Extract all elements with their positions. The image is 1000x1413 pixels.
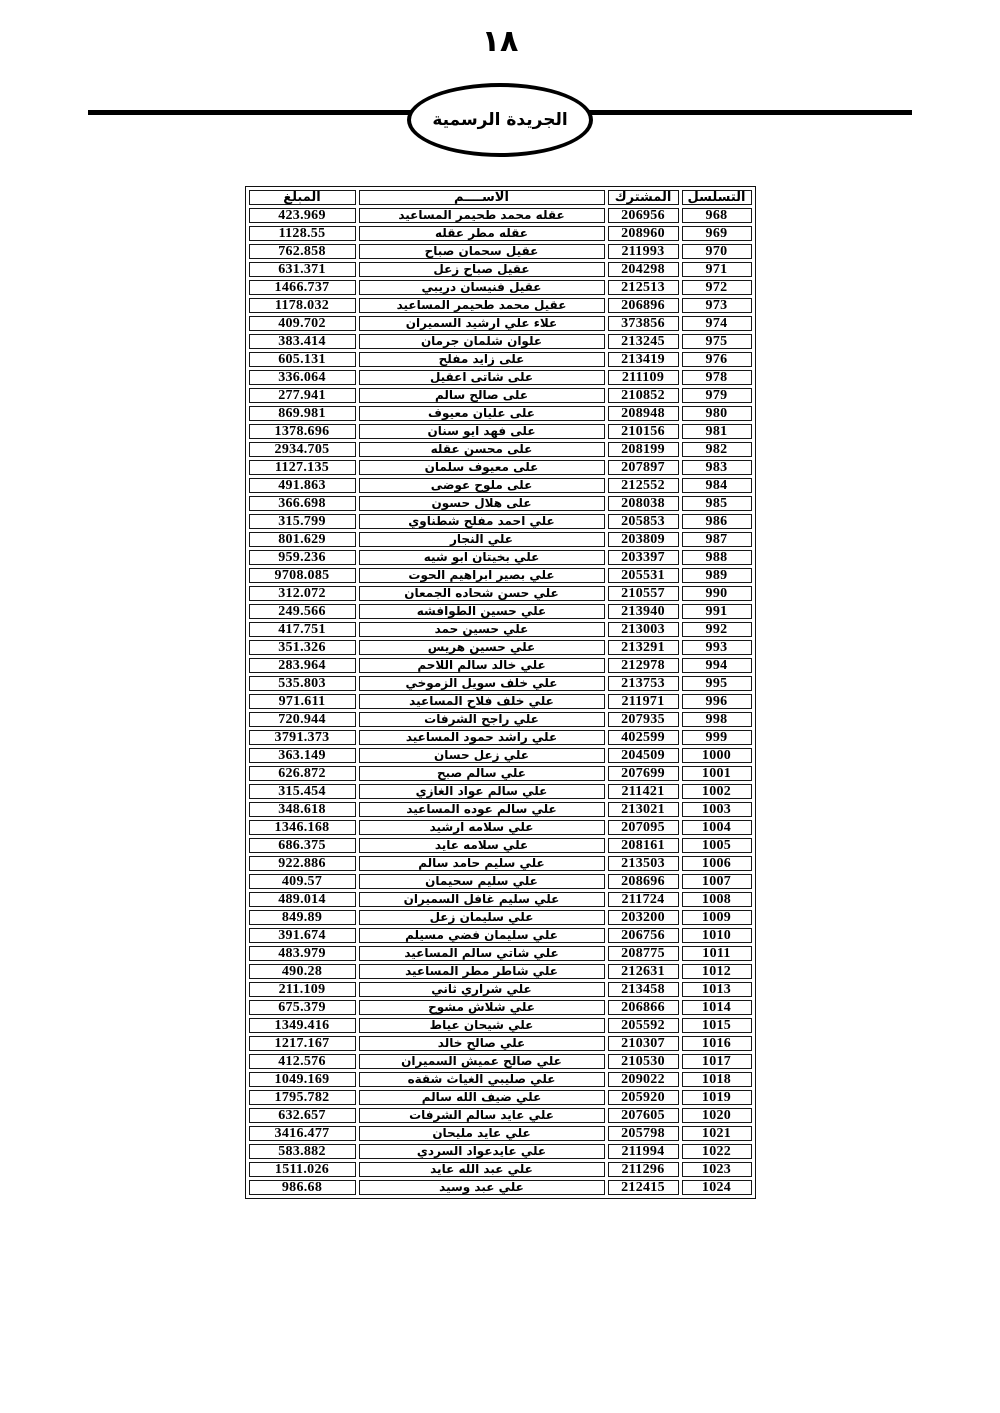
table-row — [249, 316, 752, 331]
amount-cell: 535.803 — [249, 676, 356, 691]
table-row — [249, 820, 752, 835]
serial-cell: 993 — [682, 640, 752, 655]
subscriber-cell: 203809 — [608, 532, 679, 547]
name-cell: علي خالد سالم اللاحم — [359, 658, 605, 673]
serial-cell: 969 — [682, 226, 752, 241]
amount-cell: 211.109 — [249, 982, 356, 997]
name-cell: على فهد ايو سنان — [359, 424, 605, 439]
subscriber-column-header: المشترك — [608, 190, 679, 205]
serial-cell: 1011 — [682, 946, 752, 961]
table-row — [249, 874, 752, 889]
amount-cell: 605.131 — [249, 352, 356, 367]
table-row — [249, 406, 752, 421]
name-cell: علي سليمان زعل — [359, 910, 605, 925]
name-cell: علي حسين الطوافشه — [359, 604, 605, 619]
amount-cell: 1466.737 — [249, 280, 356, 295]
amount-cell: 412.576 — [249, 1054, 356, 1069]
serial-cell: 1024 — [682, 1180, 752, 1195]
subscriber-cell: 207699 — [608, 766, 679, 781]
table-row — [249, 586, 752, 601]
amount-cell: 1795.782 — [249, 1090, 356, 1105]
table-row — [249, 1018, 752, 1033]
subscriber-cell: 212552 — [608, 478, 679, 493]
amount-cell: 922.886 — [249, 856, 356, 871]
amount-column-header: المبلغ — [249, 190, 356, 205]
table-row — [249, 1054, 752, 1069]
amount-cell: 1049.169 — [249, 1072, 356, 1087]
serial-cell: 974 — [682, 316, 752, 331]
subscriber-cell: 211993 — [608, 244, 679, 259]
table-row — [249, 262, 752, 277]
amount-cell: 986.68 — [249, 1180, 356, 1195]
serial-cell: 1007 — [682, 874, 752, 889]
serial-cell: 1017 — [682, 1054, 752, 1069]
name-cell: علي ضيف الله سالم — [359, 1090, 605, 1105]
amount-cell: 3416.477 — [249, 1126, 356, 1141]
name-cell: علي صليبي الغياث شقةه — [359, 1072, 605, 1087]
table-row — [249, 1000, 752, 1015]
serial-cell: 1008 — [682, 892, 752, 907]
serial-cell: 1015 — [682, 1018, 752, 1033]
serial-cell: 987 — [682, 532, 752, 547]
subscriber-cell: 209022 — [608, 1072, 679, 1087]
name-cell: على صالح سالم — [359, 388, 605, 403]
table-row — [249, 964, 752, 979]
subscriber-cell: 211421 — [608, 784, 679, 799]
amount-cell: 1349.416 — [249, 1018, 356, 1033]
serial-cell: 968 — [682, 208, 752, 223]
name-cell: علي احمد مفلح شطناوي — [359, 514, 605, 529]
amount-cell: 971.611 — [249, 694, 356, 709]
table-row — [249, 694, 752, 709]
amount-cell: 348.618 — [249, 802, 356, 817]
amount-cell: 277.941 — [249, 388, 356, 403]
serial-column-header: التسلسل — [682, 190, 752, 205]
serial-cell: 1014 — [682, 1000, 752, 1015]
table-row — [249, 604, 752, 619]
serial-cell: 985 — [682, 496, 752, 511]
amount-cell: 869.981 — [249, 406, 356, 421]
serial-cell: 999 — [682, 730, 752, 745]
subscriber-cell: 207095 — [608, 820, 679, 835]
serial-cell: 1016 — [682, 1036, 752, 1051]
serial-cell: 972 — [682, 280, 752, 295]
serial-cell: 982 — [682, 442, 752, 457]
table-row — [249, 676, 752, 691]
amount-cell: 2934.705 — [249, 442, 356, 457]
name-cell: عقيل فنيسان دريبي — [359, 280, 605, 295]
serial-cell: 1010 — [682, 928, 752, 943]
serial-cell: 981 — [682, 424, 752, 439]
serial-cell: 975 — [682, 334, 752, 349]
subscriber-cell: 204298 — [608, 262, 679, 277]
serial-cell: 984 — [682, 478, 752, 493]
name-cell: علي راشد حمود المساعيد — [359, 730, 605, 745]
name-cell: عقله محمد طحيمر المساعيد — [359, 208, 605, 223]
amount-cell: 483.979 — [249, 946, 356, 961]
name-cell: على ملوح عوضى — [359, 478, 605, 493]
serial-cell: 998 — [682, 712, 752, 727]
table-row — [249, 424, 752, 439]
name-cell: علي سليمان فضي مسيلم — [359, 928, 605, 943]
serial-cell: 988 — [682, 550, 752, 565]
name-cell: على هلال حسون — [359, 496, 605, 511]
name-cell: علي سلامه ارشيد — [359, 820, 605, 835]
subscriber-cell: 210307 — [608, 1036, 679, 1051]
name-cell: علي النجار — [359, 532, 605, 547]
serial-cell: 986 — [682, 514, 752, 529]
amount-cell: 491.863 — [249, 478, 356, 493]
name-cell: على عليان معيوف — [359, 406, 605, 421]
subscriber-cell: 211971 — [608, 694, 679, 709]
name-cell: علي حسين حمد — [359, 622, 605, 637]
amount-cell: 1128.55 — [249, 226, 356, 241]
name-cell: علي شراري ثاني — [359, 982, 605, 997]
serial-cell: 994 — [682, 658, 752, 673]
amount-cell: 801.629 — [249, 532, 356, 547]
table-row — [249, 1144, 752, 1159]
subscriber-cell: 208038 — [608, 496, 679, 511]
subscriber-cell: 213419 — [608, 352, 679, 367]
name-cell: علي عايد مليحان — [359, 1126, 605, 1141]
subscriber-cell: 210557 — [608, 586, 679, 601]
subscriber-cell: 208775 — [608, 946, 679, 961]
table-row — [249, 622, 752, 637]
table-row — [249, 658, 752, 673]
subscriber-cell: 208948 — [608, 406, 679, 421]
serial-cell: 973 — [682, 298, 752, 313]
serial-cell: 1019 — [682, 1090, 752, 1105]
amount-cell: 675.379 — [249, 1000, 356, 1015]
amount-cell: 315.799 — [249, 514, 356, 529]
subscriber-cell: 208199 — [608, 442, 679, 457]
amount-cell: 409.702 — [249, 316, 356, 331]
table-row — [249, 334, 752, 349]
table-header-row — [249, 190, 752, 205]
name-column-header: الاســــم — [359, 190, 605, 205]
subscriber-cell: 211994 — [608, 1144, 679, 1159]
serial-cell: 1000 — [682, 748, 752, 763]
serial-cell: 1006 — [682, 856, 752, 871]
name-cell: على زايد مفلح — [359, 352, 605, 367]
serial-cell: 996 — [682, 694, 752, 709]
name-cell: علي بصير ابراهيم الحوت — [359, 568, 605, 583]
table-row — [249, 946, 752, 961]
amount-cell: 1378.696 — [249, 424, 356, 439]
amount-cell: 1511.026 — [249, 1162, 356, 1177]
serial-cell: 995 — [682, 676, 752, 691]
amount-cell: 849.89 — [249, 910, 356, 925]
amount-cell: 366.698 — [249, 496, 356, 511]
subscriber-cell: 402599 — [608, 730, 679, 745]
subscriber-cell: 212631 — [608, 964, 679, 979]
subscriber-cell: 213940 — [608, 604, 679, 619]
table-row — [249, 856, 752, 871]
serial-cell: 1020 — [682, 1108, 752, 1123]
name-cell: علي سليم حامد سالم — [359, 856, 605, 871]
name-cell: على شاتى اعقيل — [359, 370, 605, 385]
serial-cell: 979 — [682, 388, 752, 403]
name-cell: علي خلف سويل الزموخي — [359, 676, 605, 691]
name-cell: على معيوف سلمان — [359, 460, 605, 475]
subscriber-cell: 208696 — [608, 874, 679, 889]
table-row — [249, 1126, 752, 1141]
subscriber-cell: 212415 — [608, 1180, 679, 1195]
name-cell: علي راجح الشرفات — [359, 712, 605, 727]
serial-cell: 976 — [682, 352, 752, 367]
amount-cell: 417.751 — [249, 622, 356, 637]
name-cell: علي شيحان عياط — [359, 1018, 605, 1033]
serial-cell: 1001 — [682, 766, 752, 781]
name-cell: علي حسن شحاده الجمعان — [359, 586, 605, 601]
name-cell: علي شاطر مطر المساعيد — [359, 964, 605, 979]
amount-cell: 391.674 — [249, 928, 356, 943]
table-row — [249, 478, 752, 493]
subscriber-cell: 205531 — [608, 568, 679, 583]
name-cell: عقيل سحمان صباح — [359, 244, 605, 259]
subscriber-cell: 213021 — [608, 802, 679, 817]
amount-cell: 762.858 — [249, 244, 356, 259]
table-row — [249, 244, 752, 259]
amount-cell: 351.326 — [249, 640, 356, 655]
serial-cell: 983 — [682, 460, 752, 475]
amount-cell: 1178.032 — [249, 298, 356, 313]
table-row — [249, 388, 752, 403]
serial-cell: 1018 — [682, 1072, 752, 1087]
name-cell: علاء علي ارشيد السميران — [359, 316, 605, 331]
amount-cell: 490.28 — [249, 964, 356, 979]
records-table — [245, 186, 756, 1199]
table-row — [249, 1036, 752, 1051]
table-row — [249, 802, 752, 817]
amount-cell: 9708.085 — [249, 568, 356, 583]
serial-cell: 1005 — [682, 838, 752, 853]
name-cell: على محسن عقله — [359, 442, 605, 457]
serial-cell: 980 — [682, 406, 752, 421]
table-row — [249, 460, 752, 475]
subscriber-cell: 373856 — [608, 316, 679, 331]
subscriber-cell: 205592 — [608, 1018, 679, 1033]
name-cell: علي سليم غافل السميران — [359, 892, 605, 907]
subscriber-cell: 205853 — [608, 514, 679, 529]
amount-cell: 423.969 — [249, 208, 356, 223]
amount-cell: 632.657 — [249, 1108, 356, 1123]
name-cell: علي عبد الله عايد — [359, 1162, 605, 1177]
subscriber-cell: 203200 — [608, 910, 679, 925]
serial-cell: 991 — [682, 604, 752, 619]
name-cell: علي سالم عوده المساعيد — [359, 802, 605, 817]
name-cell: علي شلاش مشوح — [359, 1000, 605, 1015]
name-cell: علي صالح خالد — [359, 1036, 605, 1051]
amount-cell: 1127.135 — [249, 460, 356, 475]
table-row — [249, 766, 752, 781]
subscriber-cell: 211296 — [608, 1162, 679, 1177]
table-row — [249, 1108, 752, 1123]
subscriber-cell: 210156 — [608, 424, 679, 439]
serial-cell: 992 — [682, 622, 752, 637]
name-cell: علي زعل حسان — [359, 748, 605, 763]
subscriber-cell: 213291 — [608, 640, 679, 655]
subscriber-cell: 213245 — [608, 334, 679, 349]
table-row — [249, 910, 752, 925]
records-table-container — [0, 186, 1000, 1199]
table-row — [249, 370, 752, 385]
serial-cell: 1022 — [682, 1144, 752, 1159]
name-cell: علي سالم عواد الغازي — [359, 784, 605, 799]
amount-cell: 720.944 — [249, 712, 356, 727]
gazette-seal-ellipse — [407, 83, 593, 157]
serial-cell: 1021 — [682, 1126, 752, 1141]
subscriber-cell: 205920 — [608, 1090, 679, 1105]
amount-cell: 1346.168 — [249, 820, 356, 835]
name-cell: علوان شلمان جرمان — [359, 334, 605, 349]
table-row — [249, 352, 752, 367]
serial-cell: 990 — [682, 586, 752, 601]
subscriber-cell: 213458 — [608, 982, 679, 997]
amount-cell: 1217.167 — [249, 1036, 356, 1051]
subscriber-cell: 213503 — [608, 856, 679, 871]
subscriber-cell: 211109 — [608, 370, 679, 385]
amount-cell: 3791.373 — [249, 730, 356, 745]
page-number: ١٨ — [481, 24, 519, 59]
name-cell: عقيل محمد طحيمر المساعيد — [359, 298, 605, 313]
subscriber-cell: 211724 — [608, 892, 679, 907]
subscriber-cell: 208161 — [608, 838, 679, 853]
subscriber-cell: 206866 — [608, 1000, 679, 1015]
subscriber-cell: 210530 — [608, 1054, 679, 1069]
subscriber-cell: 205798 — [608, 1126, 679, 1141]
name-cell: علي عايدعواد السردي — [359, 1144, 605, 1159]
name-cell: علي سليم سحيمان — [359, 874, 605, 889]
subscriber-cell: 204509 — [608, 748, 679, 763]
name-cell: علي شاتي سالم المساعيد — [359, 946, 605, 961]
subscriber-cell: 213753 — [608, 676, 679, 691]
subscriber-cell: 207935 — [608, 712, 679, 727]
serial-cell: 978 — [682, 370, 752, 385]
name-cell: علي بخيتان ابو شيه — [359, 550, 605, 565]
table-body — [249, 208, 752, 1195]
table-row — [249, 712, 752, 727]
name-cell: علي صالح عميش السميران — [359, 1054, 605, 1069]
name-cell: علي سلامه عايد — [359, 838, 605, 853]
table-row — [249, 532, 752, 547]
table-row — [249, 784, 752, 799]
amount-cell: 249.566 — [249, 604, 356, 619]
table-row — [249, 298, 752, 313]
serial-cell: 1012 — [682, 964, 752, 979]
serial-cell: 1023 — [682, 1162, 752, 1177]
table-row — [249, 982, 752, 997]
name-cell: عقيل صباح زعل — [359, 262, 605, 277]
amount-cell: 336.064 — [249, 370, 356, 385]
serial-cell: 971 — [682, 262, 752, 277]
amount-cell: 686.375 — [249, 838, 356, 853]
subscriber-cell: 206956 — [608, 208, 679, 223]
name-cell: علي سالم صبح — [359, 766, 605, 781]
table-row — [249, 640, 752, 655]
amount-cell: 363.149 — [249, 748, 356, 763]
table-row — [249, 928, 752, 943]
amount-cell: 383.414 — [249, 334, 356, 349]
table-row — [249, 568, 752, 583]
name-cell: علي حسين هريس — [359, 640, 605, 655]
serial-cell: 989 — [682, 568, 752, 583]
amount-cell: 626.872 — [249, 766, 356, 781]
gazette-title: الجريدة الرسمية — [432, 110, 568, 130]
serial-cell: 1009 — [682, 910, 752, 925]
table-row — [249, 514, 752, 529]
subscriber-cell: 212978 — [608, 658, 679, 673]
name-cell: علي عايد سالم الشرفات — [359, 1108, 605, 1123]
subscriber-cell: 207605 — [608, 1108, 679, 1123]
serial-cell: 1004 — [682, 820, 752, 835]
subscriber-cell: 206756 — [608, 928, 679, 943]
table-row — [249, 208, 752, 223]
name-cell: علي عبد وسيد — [359, 1180, 605, 1195]
table-row — [249, 1072, 752, 1087]
table-row — [249, 838, 752, 853]
table-row — [249, 550, 752, 565]
name-cell: عقله مطر عقله — [359, 226, 605, 241]
amount-cell: 631.371 — [249, 262, 356, 277]
subscriber-cell: 207897 — [608, 460, 679, 475]
name-cell: علي خلف فلاح المساعيد — [359, 694, 605, 709]
subscriber-cell: 213003 — [608, 622, 679, 637]
amount-cell: 489.014 — [249, 892, 356, 907]
amount-cell: 283.964 — [249, 658, 356, 673]
serial-cell: 970 — [682, 244, 752, 259]
table-row — [249, 226, 752, 241]
amount-cell: 315.454 — [249, 784, 356, 799]
table-row — [249, 892, 752, 907]
table-row — [249, 442, 752, 457]
subscriber-cell: 206896 — [608, 298, 679, 313]
table-row — [249, 280, 752, 295]
amount-cell: 312.072 — [249, 586, 356, 601]
table-row — [249, 1162, 752, 1177]
subscriber-cell: 208960 — [608, 226, 679, 241]
serial-cell: 1013 — [682, 982, 752, 997]
subscriber-cell: 212513 — [608, 280, 679, 295]
amount-cell: 583.882 — [249, 1144, 356, 1159]
subscriber-cell: 210852 — [608, 388, 679, 403]
table-row — [249, 1180, 752, 1195]
amount-cell: 959.236 — [249, 550, 356, 565]
table-row — [249, 730, 752, 745]
table-row — [249, 748, 752, 763]
table-row — [249, 496, 752, 511]
serial-cell: 1002 — [682, 784, 752, 799]
amount-cell: 409.57 — [249, 874, 356, 889]
serial-cell: 1003 — [682, 802, 752, 817]
table-row — [249, 1090, 752, 1105]
subscriber-cell: 203397 — [608, 550, 679, 565]
